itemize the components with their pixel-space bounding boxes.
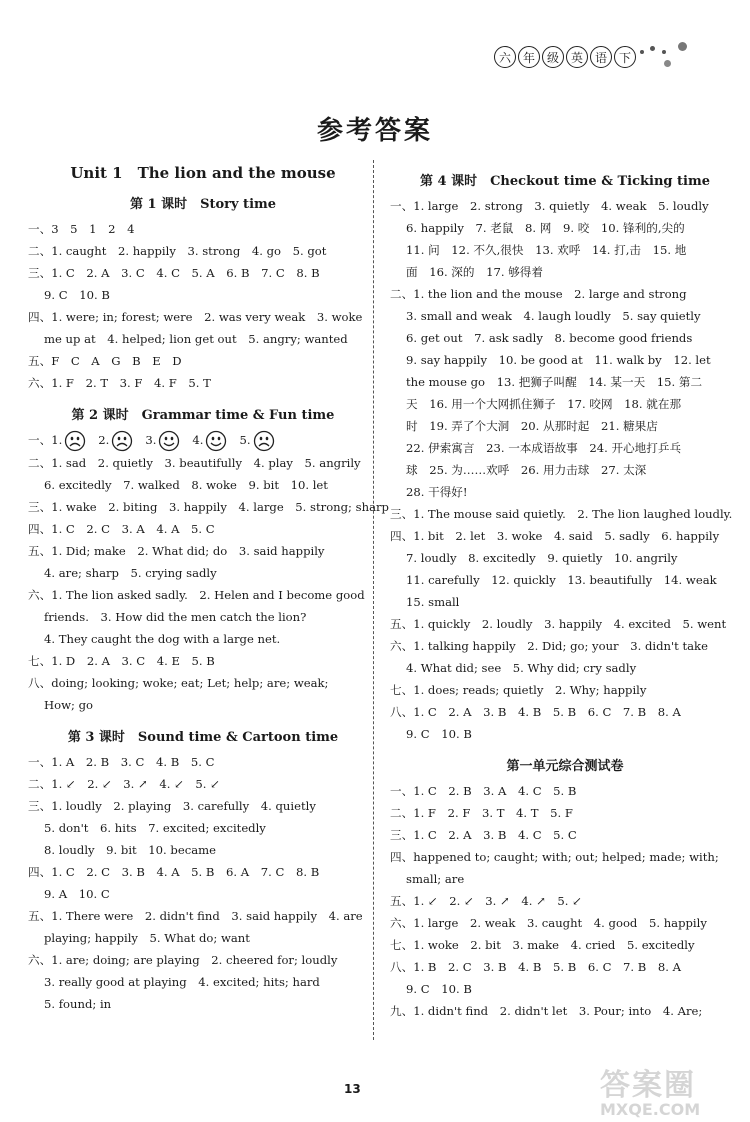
right-sections — [390, 170, 740, 1022]
answer-line: 六、1. talking happily 2. Did; go; your 3. didn't take — [390, 639, 708, 653]
answer-line: the mouse go 13. 把狮子叫醒 14. 某一天 15. 第二 — [406, 375, 703, 389]
answer-number: 3. — [145, 433, 157, 447]
answer-line: 三、1. The mouse said quietly. 2. The lion laughed loudly. — [390, 507, 733, 521]
answer-line: small; are — [406, 872, 465, 886]
left-column — [28, 160, 389, 1015]
answer-line: friends. 3. How did the men catch the lion? — [44, 610, 307, 624]
answer-line: 6. excitedly 7. walked 8. woke 9. bit 10. let — [44, 478, 328, 492]
section-title: 第一单元综合测试卷 — [506, 759, 624, 774]
answer-line: 5. don't 6. hits 7. excited; excitedly — [44, 821, 266, 835]
answer-line: 二、1. the lion and the mouse 2. large and strong — [390, 287, 687, 301]
answer-number: 2. — [98, 433, 110, 447]
answer-line: 8. loudly 9. bit 10. became — [44, 843, 216, 857]
answer-line: 五、1. quickly 2. loudly 3. happily 4. excited 5. went — [390, 617, 727, 631]
answer-line: 六、1. The lion asked sadly. 2. Helen and I become good — [28, 588, 365, 602]
answer-line: 9. C 10. B — [44, 288, 110, 302]
answer-line: 二、1. F 2. F 3. T 4. T 5. F — [390, 806, 573, 820]
answer-line: 六、1. F 2. T 3. F 4. F 5. T — [28, 376, 211, 390]
section-title: 第 4 课时 Checkout time & Ticking time — [419, 174, 710, 189]
answer-line: 9. C 10. B — [406, 727, 472, 741]
answer-number: 1. — [51, 433, 63, 447]
answer-line: 一、3 5 1 2 4 — [28, 222, 135, 236]
answer-line: 七、1. woke 2. bit 3. make 4. cried 5. excitedly — [390, 938, 695, 952]
answer-line: 球 25. 为……欢呼 26. 用力击球 27. 太深 — [406, 463, 647, 477]
answer-line: 五、F C A G B E D — [28, 354, 182, 368]
answer-line: 9. C 10. B — [406, 982, 472, 996]
question-label: 一、 — [28, 433, 52, 447]
answer-line: 时 19. 弄了个大洞 20. 从那时起 21. 糖果店 — [406, 419, 658, 433]
answer-line: 五、1. There were 2. didn't find 3. said happily 4. are — [28, 909, 363, 923]
grade-badge — [494, 46, 636, 68]
badge-char: 级 — [542, 46, 564, 68]
answer-line: 11. carefully 12. quickly 13. beautifully 14. weak — [406, 573, 717, 587]
badge-char: 年 — [518, 46, 540, 68]
answer-line: 22. 伊索寓言 23. 一本成语故事 24. 开心地打乒乓 — [406, 441, 682, 455]
badge-char: 六 — [494, 46, 516, 68]
answer-line: 9. say happily 10. be good at 11. walk by 12. let — [406, 353, 711, 367]
section-title: 第 2 课时 Grammar time & Fun time — [71, 408, 335, 423]
answer-line: 三、1. loudly 2. playing 3. carefully 4. quietly — [28, 799, 316, 813]
answer-line: 三、1. wake 2. biting 3. happily 4. large 5. strong; sharp — [28, 500, 389, 514]
faces-answer-line — [28, 429, 378, 452]
watermark-logo: 答案圈 MXQE.COM — [600, 1068, 701, 1119]
answer-line: 一、1. C 2. B 3. A 4. C 5. B — [390, 784, 577, 798]
answer-number: 4. — [192, 433, 204, 447]
page-title: 参考答案 — [316, 116, 433, 146]
answer-line: 五、1. Did; make 2. What did; do 3. said happily — [28, 544, 325, 558]
answer-line: 六、1. large 2. weak 3. caught 4. good 5. happily — [390, 916, 707, 930]
answer-line: 天 16. 用一个大网抓住狮子 17. 咬网 18. 就在那 — [406, 397, 682, 411]
answer-line: 二、1. sad 2. quietly 3. beautifully 4. play 5. angrily — [28, 456, 361, 470]
answer-line: 七、1. does; reads; quietly 2. Why; happily — [390, 683, 647, 697]
answer-line: 3. small and weak 4. laugh loudly 5. say quietly — [406, 309, 701, 323]
badge-char: 语 — [590, 46, 612, 68]
answer-line: 二、1. caught 2. happily 3. strong 4. go 5. got — [28, 244, 327, 258]
answer-line: 一、1. large 2. strong 3. quietly 4. weak 5. loudly — [390, 199, 709, 213]
answer-line: 11. 问 12. 不久,很快 13. 欢呼 14. 打,击 15. 地 — [406, 243, 687, 257]
answer-line: 九、1. didn't find 2. didn't let 3. Pour; into 4. Are; — [390, 1004, 703, 1018]
section-title: 第 1 课时 Story time — [129, 197, 277, 212]
answer-line: 五、1. ↙ 2. ↙ 3. ↗ 4. ↗ 5. ↙ — [390, 894, 582, 908]
answer-line: 四、1. C 2. C 3. A 4. A 5. C — [28, 522, 215, 536]
answer-line: How; go — [44, 698, 94, 712]
answer-line: 八、1. B 2. C 3. B 4. B 5. B 6. C 7. B 8. A — [390, 960, 682, 974]
answer-line: 15. small — [406, 595, 460, 609]
answer-line: 四、happened to; caught; with; out; helped; made; with; — [390, 850, 719, 864]
right-column — [390, 160, 740, 1022]
sad-face-icon — [64, 430, 86, 452]
answer-line: 面 16. 深的 17. 够得着 — [406, 265, 543, 279]
answer-line: 6. get out 7. ask sadly 8. become good friends — [406, 331, 693, 345]
answer-line: 6. happily 7. 老鼠 8. 网 9. 咬 10. 锋利的,尖的 — [406, 221, 685, 235]
answer-line: 三、1. C 2. A 3. C 4. C 5. A 6. B 7. C 8. B — [28, 266, 320, 280]
answer-line: playing; happily 5. What do; want — [44, 931, 250, 945]
answer-line: 八、doing; looking; woke; eat; Let; help; are; weak; — [28, 676, 329, 690]
answer-line: 4. They caught the dog with a large net. — [44, 632, 281, 646]
answer-line: 二、1. ↙ 2. ↙ 3. ↗ 4. ↙ 5. ↙ — [28, 777, 220, 791]
answer-line: me up at 4. helped; lion get out 5. angry; wanted — [44, 332, 348, 346]
sad-face-icon — [253, 430, 275, 452]
answer-line: 三、1. C 2. A 3. B 4. C 5. C — [390, 828, 577, 842]
answer-line: 八、1. C 2. A 3. B 4. B 5. B 6. C 7. B 8. A — [390, 705, 681, 719]
answer-line: 3. really good at playing 4. excited; hits; hard — [44, 975, 320, 989]
badge-char: 英 — [566, 46, 588, 68]
section-title: 第 3 课时 Sound time & Cartoon time — [67, 730, 339, 745]
answer-number: 5. — [239, 433, 251, 447]
answer-line: 4. What did; see 5. Why did; cry sadly — [406, 661, 637, 675]
happy-face-icon — [205, 430, 227, 452]
left-sections — [28, 193, 389, 1015]
page-number: 13 — [344, 1082, 361, 1096]
answer-line: 4. are; sharp 5. crying sadly — [44, 566, 217, 580]
answer-line: 一、1. A 2. B 3. C 4. B 5. C — [28, 755, 215, 769]
unit-title: Unit 1 The lion and the mouse — [70, 164, 336, 182]
happy-face-icon — [158, 430, 180, 452]
answer-line: 28. 干得好! — [406, 485, 468, 499]
answer-line: 5. found; in — [44, 997, 112, 1011]
answer-line: 四、1. C 2. C 3. B 4. A 5. B 6. A 7. C 8. B — [28, 865, 320, 879]
answer-line: 四、1. bit 2. let 3. woke 4. said 5. sadly 6. happily — [390, 529, 720, 543]
badge-char: 下 — [614, 46, 636, 68]
answer-line: 9. A 10. C — [44, 887, 110, 901]
answer-line: 四、1. were; in; forest; were 2. was very weak 3. woke — [28, 310, 363, 324]
sad-face-icon — [111, 430, 133, 452]
answer-line: 六、1. are; doing; are playing 2. cheered for; loudly — [28, 953, 338, 967]
answer-line: 7. loudly 8. excitedly 9. quietly 10. angrily — [406, 551, 678, 565]
answer-line: 七、1. D 2. A 3. C 4. E 5. B — [28, 654, 215, 668]
